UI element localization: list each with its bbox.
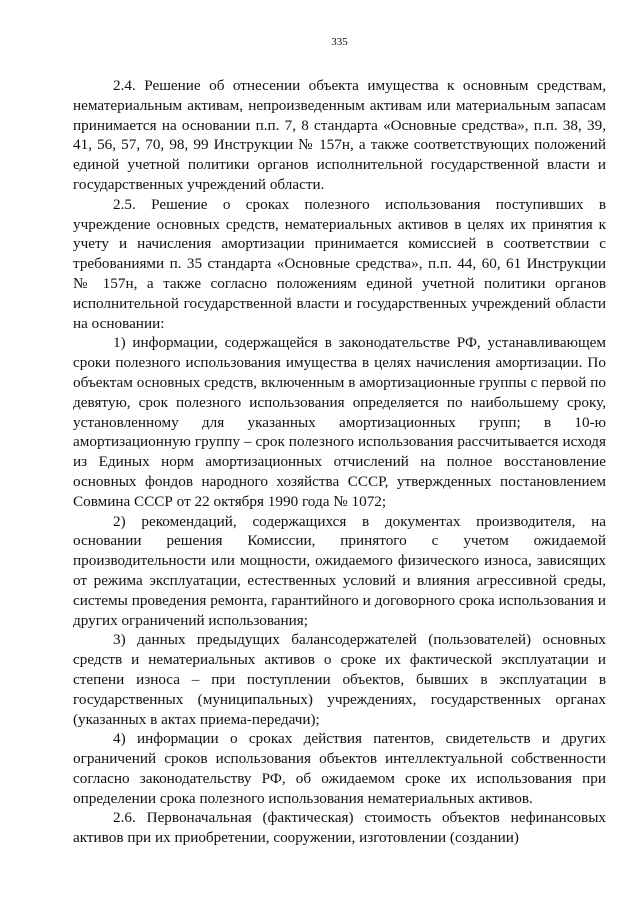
list-item-1: 1) информации, содержащейся в законодательстве РФ, устанавливающем сроки полезного использования имущества в целях начисления амортизации. По объектам основных средств, включенным в амортизационные группы с первой по девятую, срок полезного использования определяется по наибольшему сроку, установленному для указанных амортизационных групп; в 10-ю амортизационную группу – срок полезного использования рассчитывается исходя из Единых норм амортизационных отчислений на полное восстановление основных фондов народного хозяйства СССР, утвержденных постановлением Совмина СССР от 22 октября 1990 года № 1072; [73,334,606,510]
paragraph-2-4: 2.4. Решение об отнесении объекта имущества к основным средствам, нематериальным активам, непроизведенным активам или материальным запасам принимается на основании п.п. 7, 8 стандарта «Основные средства», п.п. 38, 39, 41, 56, 57, 70, 98, 99 Инструкции № 157н, а также соответствующих положений единой учетной политики органов исполнительной государственной власти и государственных учреждений области. [73,77,606,193]
list-item-2: 2) рекомендаций, содержащихся в документах производителя, на основании решения Комиссии, принятого с учетом ожидаемой производительности или мощности, ожидаемого физического износа, зависящих от режима эксплуатации, естественных условий и влияния агрессивной среды, системы проведения ремонта, гарантийного и договорного срока использования и других ограничений использования; [73,512,606,629]
paragraph-2-6: 2.6. Первоначальная (фактическая) стоимость объектов нефинансовых активов при их приобретении, сооружении, изготовлении (создании) [73,809,606,847]
list-item-4: 4) информации о сроках действия патентов, свидетельств и других ограничений сроков использования объектов интеллектуальной собственности согласно законодательству РФ, об ожидаемом сроке их использования при определении срока полезного использования нематериальных активов. [73,730,606,807]
paragraph-2-5: 2.5. Решение о сроках полезного использования поступивших в учреждение основных средств, нематериальных активов в целях их принятия к учету и начисления амортизации принимается комиссией в соответствии с требованиями п. 35 стандарта «Основные средства», п.п. 44, 60, 61 Инструкции № 157н, а также согласно положениям единой учетной политики органов исполнительной государственной власти и государственных учреждений области на основании: [73,195,606,332]
list-item-3: 3) данных предыдущих балансодержателей (пользователей) основных средств и нематериальных активов о сроке их фактической эксплуатации и степени износа – при поступлении объектов, бывших в эксплуатации в государственных (муниципальных) учреждениях, государственных органах (указанных в актах приема-передачи); [73,631,606,728]
page-number: 335 [331,36,348,48]
